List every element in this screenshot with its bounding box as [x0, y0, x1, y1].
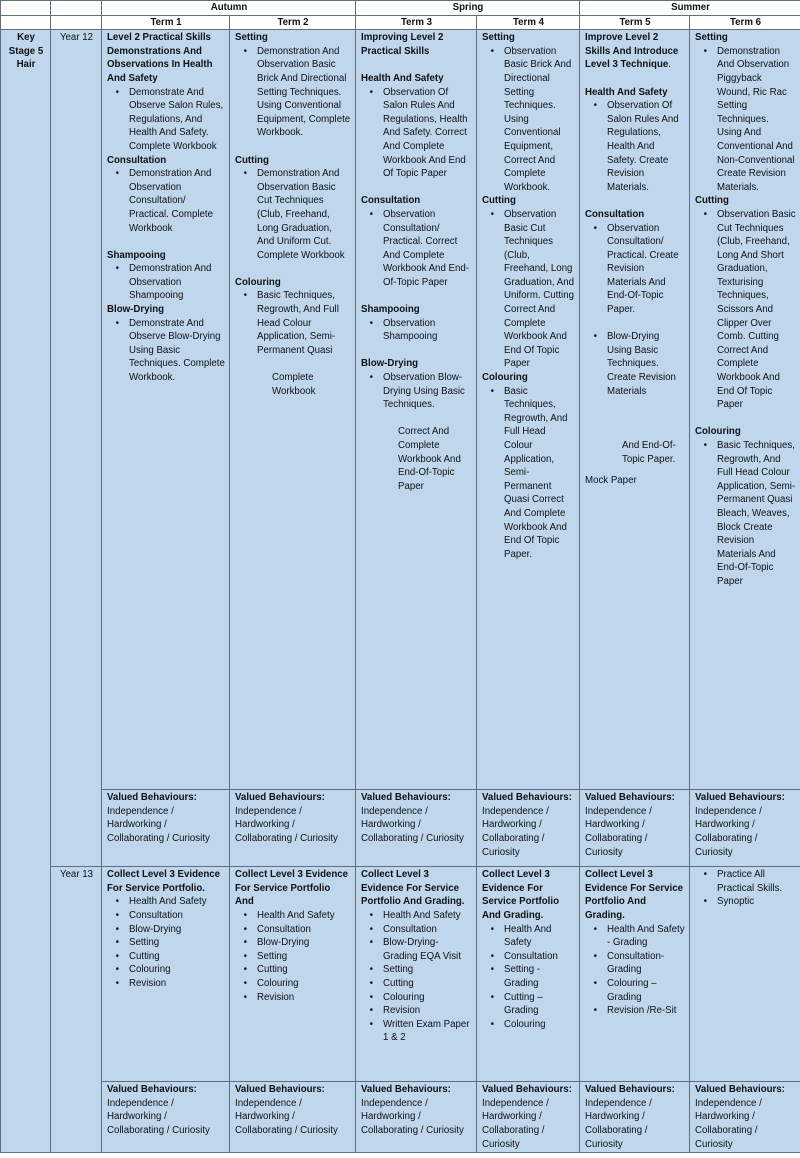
list-item: • Observation Basic Cut Techniques (Club, Freehand, Long And Short Graduation, Texturising Techniques, Scissors And Clipper Over Comb. Cutting Correct And Complete Workbook And End Of Topic Paper	[717, 208, 796, 412]
y13-term-2-cell	[230, 867, 356, 1082]
y12-t2-heading-1: Setting	[235, 32, 268, 44]
list-item: • Revision /Re-Sit	[607, 1004, 685, 1018]
y13-t4-list	[482, 923, 575, 1032]
y13-t5-heading: Collect Level 3 Evidence For Service Portfolio And Grading.	[585, 869, 684, 921]
y13-t4-behaviours: Valued Behaviours: Independence / Hardworking / Collaborating / Curiosity	[477, 1082, 580, 1153]
list-item: • Written Exam Paper 1 & 2	[383, 1018, 472, 1045]
list-item: • Setting	[383, 963, 472, 977]
list-item: • Demonstration And Observation Consultation/ Practical. Complete Workbook	[129, 167, 225, 235]
y13-t3-heading: Collect Level 3 Evidence For Service Portfolio And Grading.	[361, 869, 465, 908]
y13-t5-behaviours: Valued Behaviours: Independence / Hardworking / Collaborating / Curiosity	[580, 1082, 690, 1153]
corner-cell	[51, 15, 102, 30]
season-header-row	[1, 1, 800, 16]
list-item: • Health And Safety	[129, 895, 225, 909]
y12-t1-heading-1: Level 2 Practical Skills Demonstrations And Observations In Health And Safety	[107, 32, 213, 84]
list-item: • Revision	[257, 991, 351, 1005]
y13-term-3-cell	[356, 867, 477, 1082]
list-item: • Revision	[383, 1004, 472, 1018]
y12-t5-heading-2: Health And Safety	[585, 86, 668, 98]
list-item: • Observation Blow-Drying Using Basic Techniques.	[383, 371, 472, 412]
list-item: • Blow-Drying	[129, 923, 225, 937]
list-item: • Health And Safety	[504, 923, 575, 950]
y12-t5-note: And End-Of-Topic Paper.	[622, 440, 676, 465]
y13-t6-behaviours: Valued Behaviours: Independence / Hardworking / Collaborating / Curiosity	[690, 1082, 800, 1153]
corner-cell	[1, 1, 51, 16]
y12-t3-heading-5: Blow-Drying	[361, 358, 419, 370]
list-item: • Basic Techniques, Regrowth, And Full Head Colour Application, Semi-Permanent Quasi Bleach, Weaves, Block Create Revision Materials And End-Of-Topic Paper	[717, 439, 796, 589]
year-13-behaviours-row	[1, 1082, 800, 1153]
list-item: • Demonstration And Observation Basic Brick And Directional Setting Techniques. Using Conventional Equipment, Complete Workbook.	[257, 45, 351, 140]
season-spring: Spring	[356, 1, 580, 16]
corner-cell	[1, 15, 51, 30]
list-item: • Observation Basic Cut Techniques (Club, Freehand, Long Graduation, And Uniform. Cutting Correct And Complete Workbook And End Of Topic Paper	[504, 208, 575, 371]
list-item: • Observation Shampooing	[383, 317, 472, 344]
list-item: • Consultation	[383, 923, 472, 937]
y12-t2-note: Complete Workbook	[272, 372, 316, 397]
y12-t3-heading-2: Health And Safety	[361, 72, 444, 84]
list-item: • Health And Safety - Grading	[607, 923, 685, 950]
list-item: • Blow-Drying	[257, 936, 351, 950]
y13-term-4-cell	[477, 867, 580, 1082]
list-item: • Consultation	[504, 950, 575, 964]
list-item: • Setting	[257, 950, 351, 964]
y12-t2-heading-3: Colouring	[235, 276, 281, 288]
y13-t4-heading: Collect Level 3 Evidence For Service Portfolio And Grading.	[482, 869, 559, 921]
term-5-header: Term 5	[580, 15, 690, 30]
list-item: • Colouring	[504, 1018, 575, 1032]
list-item: • Health And Safety	[383, 909, 472, 923]
y12-t5-behaviours: Valued Behaviours: Independence / Hardworking / Collaborating / Curiosity	[580, 790, 690, 867]
list-item: • Setting	[129, 936, 225, 950]
list-item: • Revision	[129, 977, 225, 991]
y12-t6-heading-2: Cutting	[695, 195, 729, 207]
list-item: • Observation Of Salon Rules And Regulations, Health And Safety. Correct And Complete Workbook And End Of Topic Paper	[383, 86, 472, 181]
y12-t1-behaviours: Valued Behaviours: Independence / Hardworking / Collaborating / Curiosity	[102, 790, 230, 867]
list-item: • Basic Techniques, Regrowth, And Full Head Colour Application, Semi-Permanent Quasi Correct And Complete Workbook And End Of Topic Paper.	[504, 385, 575, 562]
y13-t1-list	[107, 895, 225, 990]
year-12-label: Year 12	[51, 30, 102, 867]
y13-term-6-cell	[690, 867, 800, 1082]
y12-t5-mock-paper: Mock Paper	[585, 475, 637, 487]
list-item: • Observation Consultation/ Practical. Correct And Complete Workbook And End-Of-Topic Paper	[383, 208, 472, 290]
list-item: • Colouring	[129, 963, 225, 977]
list-item: • Colouring – Grading	[607, 977, 685, 1004]
y12-t4-heading-1: Setting	[482, 32, 515, 44]
list-item: • Synoptic	[717, 895, 796, 909]
y12-term-4-cell	[477, 30, 580, 790]
y12-t6-heading-1: Setting	[695, 32, 728, 44]
list-item: • Demonstration And Observation Basic Cut Techniques (Club, Freehand, Long Graduation, And Uniform Cut. Complete Workbook	[257, 167, 351, 262]
season-summer: Summer	[580, 1, 800, 16]
term-3-header: Term 3	[356, 15, 477, 30]
list-item: • Observation Of Salon Rules And Regulations, Health And Safety. Create Revision Materials.	[607, 99, 685, 194]
year-13-label: Year 13	[51, 867, 102, 1153]
list-item: • Cutting – Grading	[504, 991, 575, 1018]
y12-t3-note: Correct And Complete Workbook And End-Of-Topic Paper	[398, 426, 461, 492]
list-item: • Basic Techniques, Regrowth, And Full Head Colour Application, Semi-Permanent Quasi	[257, 289, 351, 357]
y13-t3-behaviours: Valued Behaviours: Independence / Hardworking / Collaborating / Curiosity	[356, 1082, 477, 1153]
y12-t4-behaviours: Valued Behaviours: Independence / Hardworking / Collaborating / Curiosity	[477, 790, 580, 867]
y12-t5-heading-1: Improve Level 2 Skills And Introduce Level 3 Technique.	[585, 32, 679, 71]
list-item: • Cutting	[257, 963, 351, 977]
y13-t2-list	[235, 909, 351, 1004]
y12-t3-heading-4: Shampooing	[361, 304, 420, 316]
y12-term-5-cell	[580, 30, 690, 790]
list-item: • Demonstration And Observation Piggyback Wound, Ric Rac Setting Techniques. Using And Conventional And Non-Conventional Create Revision Materials.	[717, 45, 796, 195]
y13-t6-list	[695, 868, 796, 909]
y13-term-5-cell	[580, 867, 690, 1082]
y12-t2-heading-2: Cutting	[235, 154, 269, 166]
y13-t1-behaviours: Valued Behaviours: Independence / Hardworking / Collaborating / Curiosity	[102, 1082, 230, 1153]
y13-t2-heading: Collect Level 3 Evidence For Service Portfolio And	[235, 869, 349, 908]
list-item: • Practice All Practical Skills.	[717, 868, 796, 895]
y12-t6-heading-3: Colouring	[695, 426, 741, 438]
y12-t3-behaviours: Valued Behaviours: Independence / Hardworking / Collaborating / Curiosity	[356, 790, 477, 867]
year-13-content-row	[1, 867, 800, 1082]
y13-t5-list	[585, 923, 685, 1018]
year-12-behaviours-row	[1, 790, 800, 867]
list-item: • Blow-Drying Using Basic Techniques. Create Revision Materials	[607, 330, 685, 398]
y12-t5-heading-3: Consultation	[585, 208, 645, 220]
list-item: • Demonstrate And Observe Salon Rules, Regulations, And Health And Safety. Complete Workbook	[129, 86, 225, 154]
y13-t2-behaviours: Valued Behaviours: Independence / Hardworking / Collaborating / Curiosity	[230, 1082, 356, 1153]
y12-t1-heading-2: Consultation	[107, 154, 167, 166]
list-item: • Colouring	[257, 977, 351, 991]
list-item: • Setting - Grading	[504, 963, 575, 990]
y13-t3-list	[361, 909, 472, 1045]
y13-term-1-cell	[102, 867, 230, 1082]
term-2-header: Term 2	[230, 15, 356, 30]
term-4-header: Term 4	[477, 15, 580, 30]
y12-t1-heading-3: Shampooing	[107, 249, 166, 261]
y12-t4-heading-3: Colouring	[482, 372, 528, 384]
term-6-header: Term 6	[690, 15, 800, 30]
list-item: • Observation Consultation/ Practical. Create Revision Materials And End-Of-Topic Paper.	[607, 222, 685, 317]
y12-term-3-cell	[356, 30, 477, 790]
list-item: • Consultation-Grading	[607, 950, 685, 977]
list-item: • Observation Basic Brick And Directional Setting Techniques. Using Conventional Equipment, Correct And Complete Workbook.	[504, 45, 575, 195]
year-12-content-row	[1, 30, 800, 790]
list-item: • Health And Safety	[257, 909, 351, 923]
y12-term-1-cell	[102, 30, 230, 790]
list-item: • Consultation	[257, 923, 351, 937]
term-header-row	[1, 15, 800, 30]
y12-t1-heading-4: Blow-Drying	[107, 304, 165, 316]
list-item: • Blow-Drying-Grading EQA Visit	[383, 936, 472, 963]
y12-t3-heading-1: Improving Level 2 Practical Skills	[361, 32, 444, 57]
y12-t6-behaviours: Valued Behaviours: Independence / Hardworking / Collaborating / Curiosity	[690, 790, 800, 867]
season-autumn: Autumn	[102, 1, 356, 16]
list-item: • Demonstrate And Observe Blow-Drying Using Basic Techniques. Complete Workbook.	[129, 317, 225, 385]
y12-term-6-cell	[690, 30, 800, 790]
list-item: • Cutting	[129, 950, 225, 964]
corner-cell	[51, 1, 102, 16]
list-item: • Colouring	[383, 991, 472, 1005]
key-stage-label: Key Stage 5 Hair	[1, 30, 51, 1153]
y13-t1-heading: Collect Level 3 Evidence For Service Portfolio.	[107, 869, 221, 894]
term-1-header: Term 1	[102, 15, 230, 30]
list-item: • Consultation	[129, 909, 225, 923]
y12-term-2-cell	[230, 30, 356, 790]
list-item: • Cutting	[383, 977, 472, 991]
list-item: • Demonstration And Observation Shampooing	[129, 262, 225, 303]
y12-t2-behaviours: Valued Behaviours: Independence / Hardworking / Collaborating / Curiosity	[230, 790, 356, 867]
y12-t3-heading-3: Consultation	[361, 195, 421, 207]
y12-t4-heading-2: Cutting	[482, 195, 516, 207]
